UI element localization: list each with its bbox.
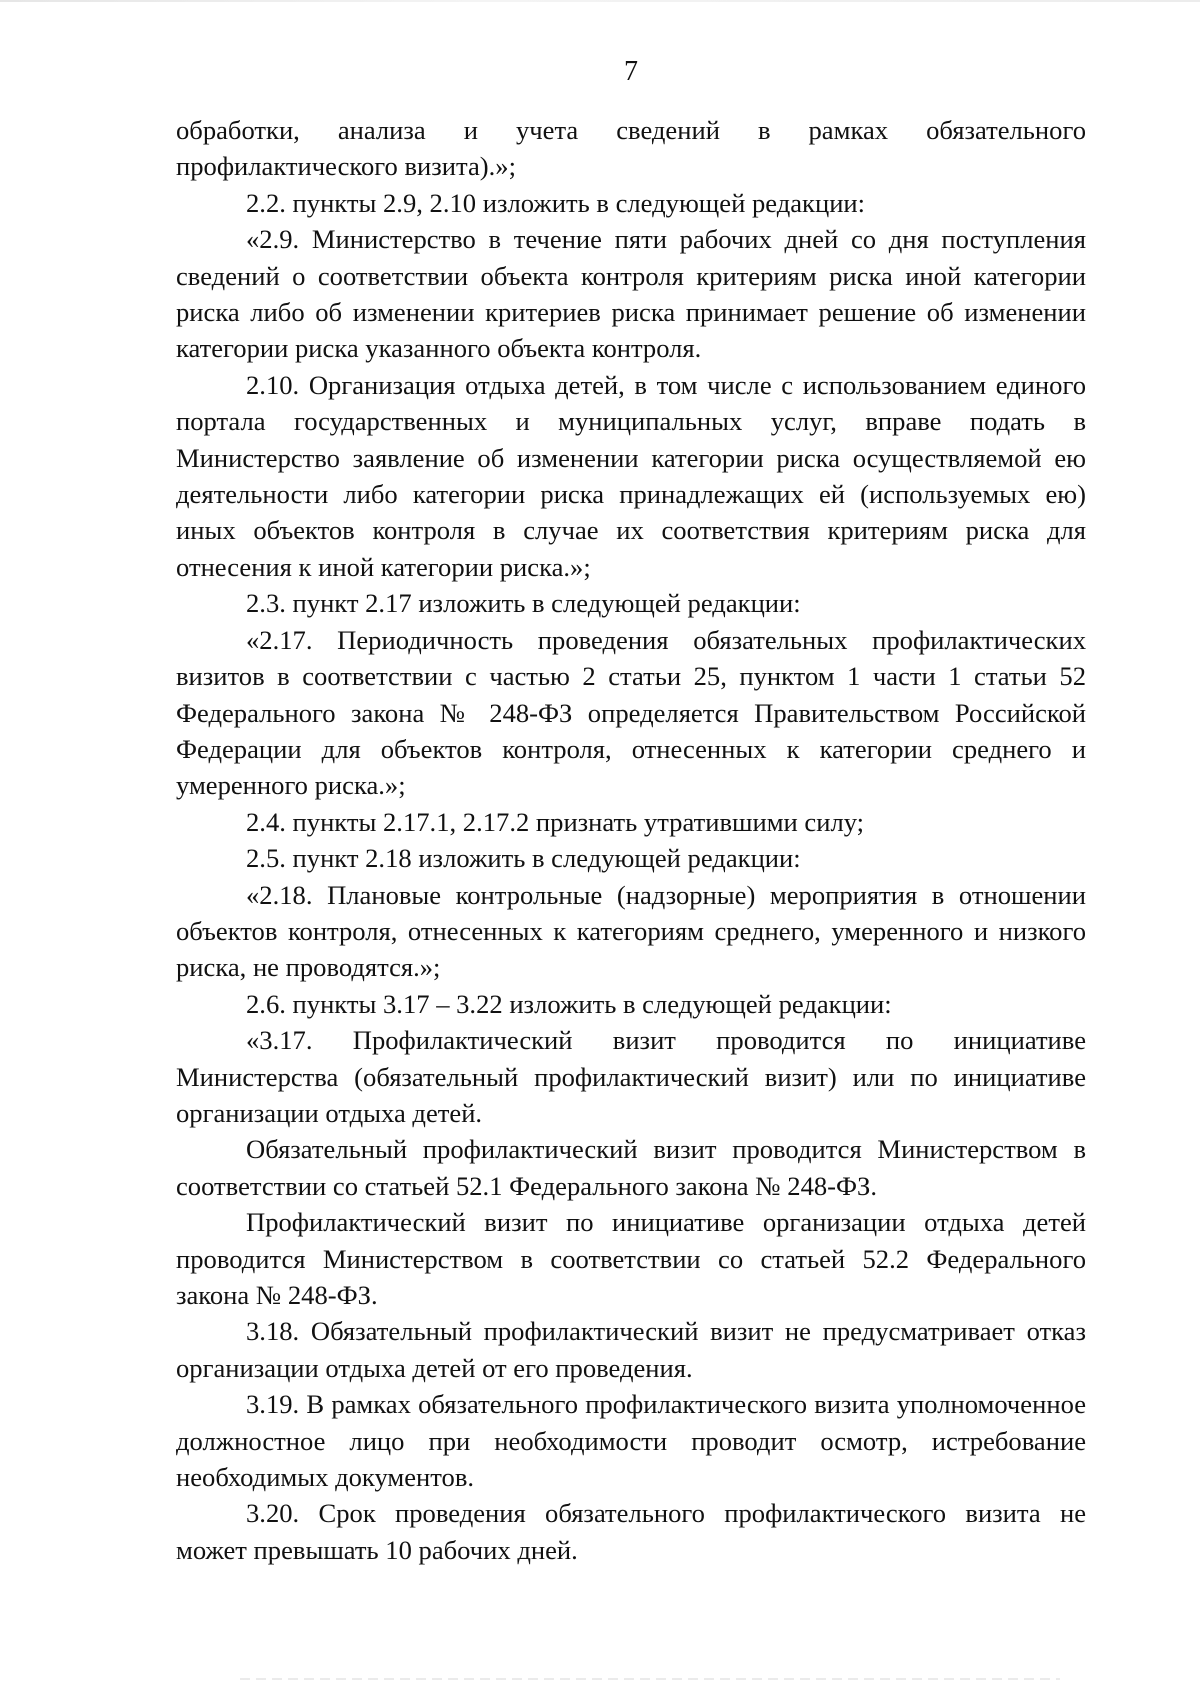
paragraph: Профилактический визит по инициативе организации отдыха детей проводится Министерством в соответствии со статьей 52.2 Федерального закона № 248-ФЗ. <box>176 1207 1086 1310</box>
document-body <box>176 112 1086 1568</box>
paragraph: Обязательный профилактический визит проводится Министерством в соответствии со статьей 52.1 Федерального закона № 248-ФЗ. <box>176 1134 1086 1201</box>
paragraph: «2.17. Периодичность проведения обязательных профилактических визитов в соответствии с частью 2 статьи 25, пунктом 1 части 1 статьи 52 Федерального закона № 248-ФЗ определяется Правительством Российской Федерации для объектов контроля, отнесенных к категории среднего и умеренного риска.»; <box>176 624 1086 801</box>
paragraph: 3.18. Обязательный профилактический визит не предусматривает отказ организации отдыха детей от его проведения. <box>176 1316 1086 1383</box>
paragraph: 2.5. пункт 2.18 изложить в следующей редакции: <box>246 843 801 874</box>
scan-edge-top <box>0 0 1200 2</box>
paragraph: «2.9. Министерство в течение пяти рабочих дней со дня поступления сведений о соответствии объекта контроля критериям риска иной категории риска либо об изменении критериев риска принимает решение об изменении категории риска указанного объекта контроля. <box>176 224 1086 364</box>
paragraph: 3.20. Срок проведения обязательного профилактического визита не может превышать 10 рабочих дней. <box>176 1498 1086 1565</box>
paragraph: 2.10. Организация отдыха детей, в том числе с использованием единого портала государственных и муниципальных услуг, вправе подать в Министерство заявление об изменении категории риска осуществляемой ею деятельности либо категории риска принадлежащих ей (используемых ею) иных объектов контроля в случае их соответствия критериям риска для отнесения к иной категории риска.»; <box>176 369 1086 582</box>
page-number: 7 <box>624 56 638 87</box>
paragraph: обработки, анализа и учета сведений в рамках обязательного профилактического визита).»; <box>176 115 1086 182</box>
paragraph: 2.6. пункты 3.17 – 3.22 изложить в следующей редакции: <box>246 988 892 1019</box>
paragraph: 2.4. пункты 2.17.1, 2.17.2 признать утратившими силу; <box>246 806 865 837</box>
paragraph: «2.18. Плановые контрольные (надзорные) мероприятия в отношении объектов контроля, отнесенных к категориям среднего, умеренного и низкого риска, не проводятся.»; <box>176 879 1086 983</box>
paragraph: 3.19. В рамках обязательного профилактического визита уполномоченное должностное лицо при необходимости проводит осмотр, истребование необходимых документов. <box>176 1389 1086 1493</box>
paragraph: «3.17. Профилактический визит проводится по инициативе Министерства (обязательный профилактический визит) или по инициативе организации отдыха детей. <box>176 1025 1086 1128</box>
paragraph: 2.2. пункты 2.9, 2.10 изложить в следующей редакции: <box>246 187 866 218</box>
paragraph: 2.3. пункт 2.17 изложить в следующей редакции: <box>246 588 801 619</box>
scan-edge-bottom <box>240 1678 1060 1680</box>
